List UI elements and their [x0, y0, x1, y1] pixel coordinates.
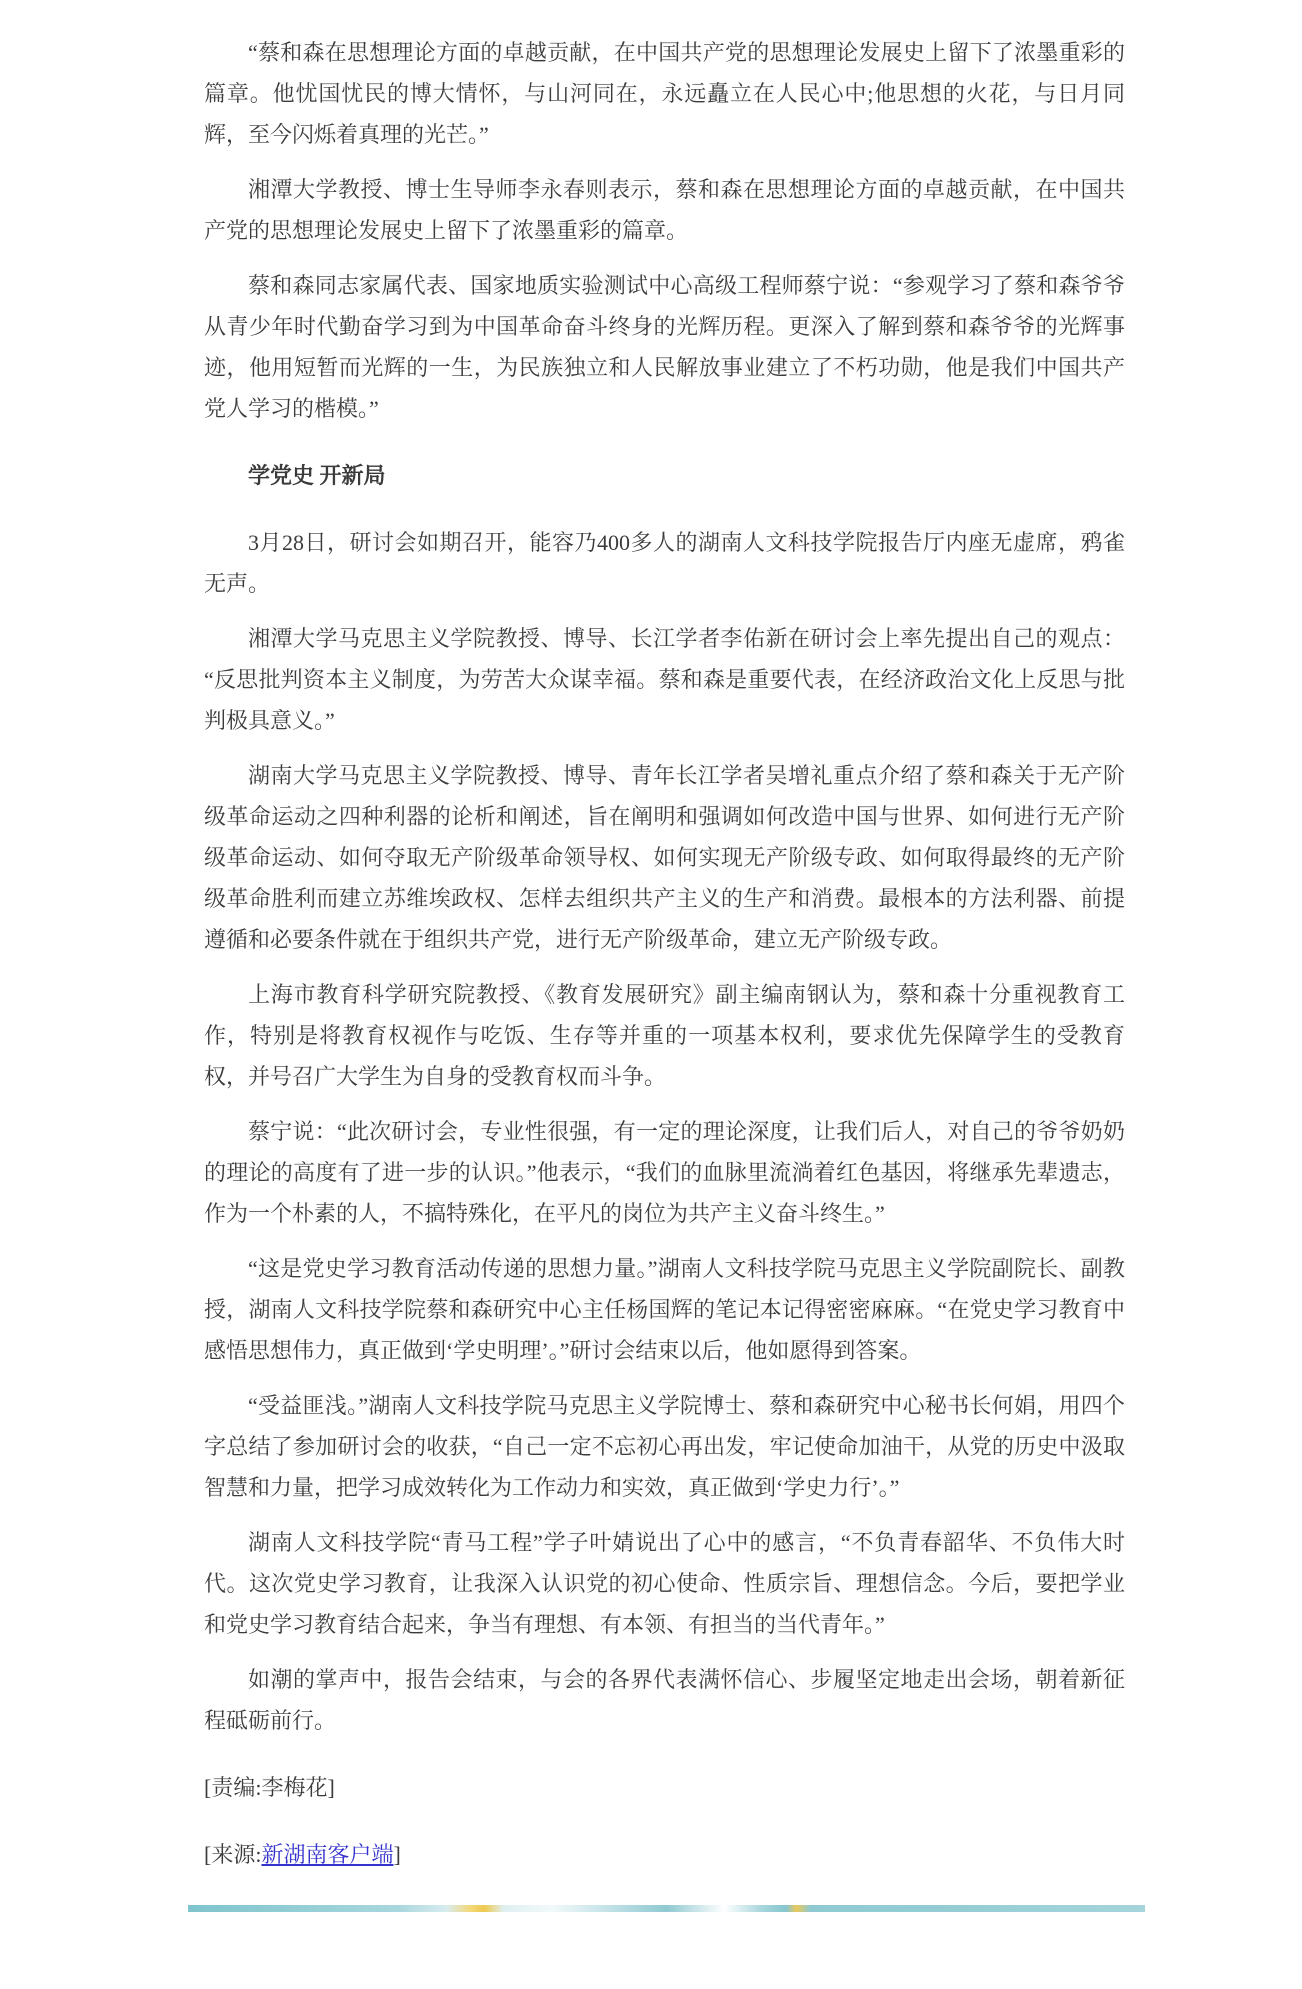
article-paragraph: 3月28日，研讨会如期召开，能容乃400多人的湖南人文科技学院报告厅内座无虚席，鸦雀无声。	[204, 530, 1125, 596]
footer-source	[204, 1834, 1125, 1875]
article-paragraph: 湖南大学马克思主义学院教授、博导、青年长江学者吴增礼重点介绍了蔡和森关于无产阶级革命运动之四种利器的论析和阐述，旨在阐明和强调如何改造中国与世界、如何进行无产阶级革命运动、如何夺取无产阶级革命领导权、如何实现无产阶级专政、如何取得最终的无产阶级革命胜利而建立苏维埃政权、怎样去组织共产主义的生产和消费。最根本的方法利器、前提遵循和必要条件就在于组织共产党，进行无产阶级革命，建立无产阶级专政。	[204, 763, 1125, 952]
section-heading: 学党史 开新局	[248, 463, 386, 488]
article	[204, 0, 1125, 1875]
article-paragraph: 蔡宁说：“此次研讨会，专业性很强，有一定的理论深度，让我们后人，对自己的爷爷奶奶的理论的高度有了进一步的认识。”他表示，“我们的血脉里流淌着红色基因，将继承先辈遗志，作为一个朴素的人，不搞特殊化，在平凡的岗位为共产主义奋斗终生。”	[204, 1119, 1125, 1226]
article-paragraph: “这是党史学习教育活动传递的思想力量。”湖南人文科技学院马克思主义学院副院长、副教授，湖南人文科技学院蔡和森研究中心主任杨国辉的笔记本记得密密麻麻。“在党史学习教育中感悟思想伟力，真正做到‘学史明理’。”研讨会结束以后，他如愿得到答案。	[204, 1256, 1125, 1363]
article-paragraph: 上海市教育科学研究院教授、《教育发展研究》副主编南钢认为，蔡和森十分重视教育工作，特别是将教育权视作与吃饭、生存等并重的一项基本权利，要求优先保障学生的受教育权，并号召广大学生为自身的受教育权而斗争。	[204, 982, 1125, 1089]
footer-source-prefix: [来源:	[204, 1842, 262, 1867]
footer-source-suffix: ]	[393, 1842, 401, 1867]
article-paragraph: 湖南人文科技学院“青马工程”学子叶婧说出了心中的感言，“不负青春韶华、不负伟大时代。这次党史学习教育，让我深入认识党的初心使命、性质宗旨、理想信念。今后，要把学业和党史学习教育结合起来，争当有理想、有本领、有担当的当代青年。”	[204, 1530, 1125, 1637]
article-paragraph: 蔡和森同志家属代表、国家地质实验测试中心高级工程师蔡宁说：“参观学习了蔡和森爷爷从青少年时代勤奋学习到为中国革命奋斗终身的光辉历程。更深入了解到蔡和森爷爷的光辉事迹，他用短暂而光辉的一生，为民族独立和人民解放事业建立了不朽功勋，他是我们中国共产党人学习的楷模。”	[204, 273, 1125, 421]
article-paragraph: 湘潭大学马克思主义学院教授、博导、长江学者李佑新在研讨会上率先提出自己的观点：“反思批判资本主义制度，为劳苦大众谋幸福。蔡和森是重要代表，在经济政治文化上反思与批判极具意义。”	[204, 626, 1125, 733]
bottom-image-strip	[188, 1905, 1145, 1912]
source-link[interactable]: 新湖南客户端	[261, 1842, 394, 1867]
article-body	[204, 32, 1125, 1741]
article-paragraph: “受益匪浅。”湖南人文科技学院马克思主义学院博士、蔡和森研究中心秘书长何娟，用四个字总结了参加研讨会的收获，“自己一定不忘初心再出发，牢记使命加油干，从党的历史中汲取智慧和力量，把学习成效转化为工作动力和实效，真正做到‘学史力行’。”	[204, 1393, 1125, 1500]
article-paragraph: 湘潭大学教授、博士生导师李永春则表示，蔡和森在思想理论方面的卓越贡献，在中国共产党的思想理论发展史上留下了浓墨重彩的篇章。	[204, 177, 1125, 243]
article-paragraph: “蔡和森在思想理论方面的卓越贡献，在中国共产党的思想理论发展史上留下了浓墨重彩的篇章。他忧国忧民的博大情怀，与山河同在，永远矗立在人民心中;他思想的火花，与日月同辉，至今闪烁着真理的光芒。”	[204, 40, 1125, 147]
footer-editor: [责编:李梅花]	[204, 1775, 335, 1800]
article-paragraph: 如潮的掌声中，报告会结束，与会的各界代表满怀信心、步履坚定地走出会场，朝着新征程砥砺前行。	[204, 1667, 1125, 1733]
